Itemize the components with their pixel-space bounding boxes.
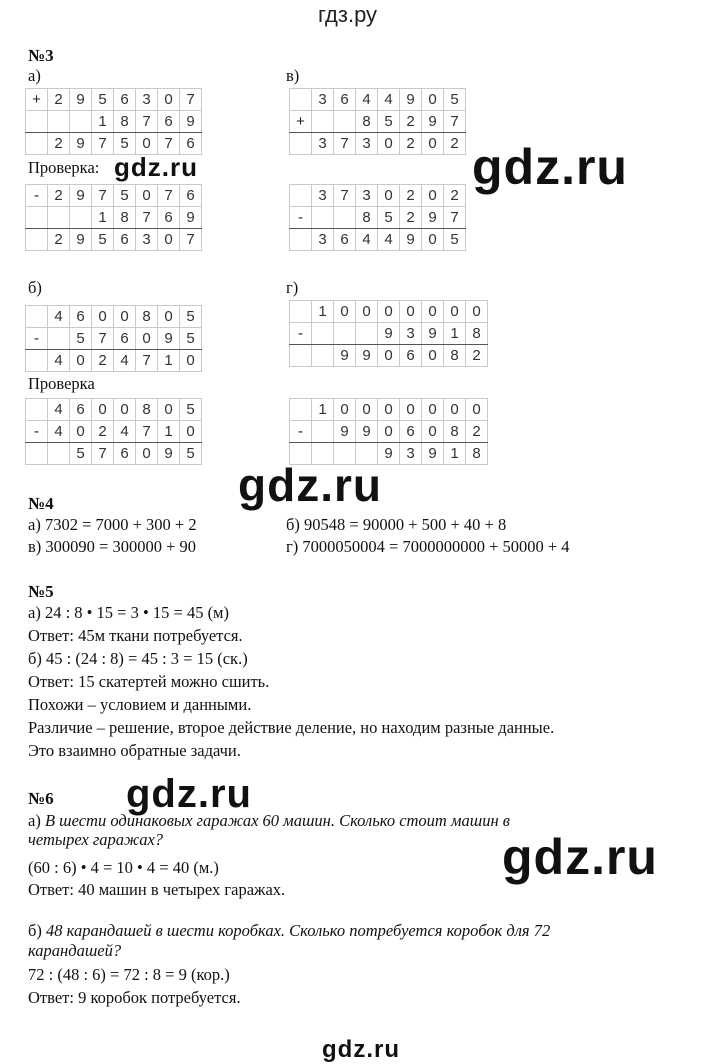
digit-cell: 7: [136, 207, 158, 229]
operator-cell: [290, 345, 312, 367]
digit-cell: 0: [70, 421, 92, 443]
task-5-line: Ответ: 45м ткани потребуется.: [28, 626, 243, 645]
grid-row: [26, 350, 202, 372]
operator-cell: -: [290, 421, 312, 443]
task-6a-text: [28, 811, 510, 831]
digit-cell: 6: [180, 185, 202, 207]
digit-cell: 4: [114, 350, 136, 372]
digit-cell: 3: [312, 133, 334, 155]
digit-cell: 0: [158, 399, 180, 421]
task-3g-label: г): [286, 278, 299, 297]
digit-cell: 5: [180, 443, 202, 465]
digit-cell: [70, 207, 92, 229]
digit-cell: 0: [334, 399, 356, 421]
digit-cell: 0: [466, 301, 488, 323]
grid-row: [26, 89, 202, 111]
digit-cell: 8: [444, 421, 466, 443]
digit-cell: 0: [378, 133, 400, 155]
digit-cell: 6: [400, 345, 422, 367]
operator-cell: -: [26, 185, 48, 207]
task-6b-text: [28, 921, 550, 941]
digit-cell: 5: [92, 229, 114, 251]
operator-cell: [290, 301, 312, 323]
grid-row: [26, 111, 202, 133]
task-3a-label: а): [28, 66, 41, 85]
digit-cell: 3: [400, 443, 422, 465]
digit-cell: 8: [444, 345, 466, 367]
digit-cell: 0: [158, 229, 180, 251]
digit-cell: 9: [158, 328, 180, 350]
operator-cell: -: [26, 328, 48, 350]
digit-cell: 3: [136, 89, 158, 111]
task-6b-answer: Ответ: 9 коробок потребуется.: [28, 988, 241, 1007]
watermark: gdz.ru: [502, 829, 658, 885]
grid-row: [290, 399, 488, 421]
digit-cell: 9: [400, 89, 422, 111]
digit-cell: 9: [180, 111, 202, 133]
digit-cell: 5: [444, 229, 466, 251]
digit-cell: 9: [356, 421, 378, 443]
digit-cell: 7: [136, 111, 158, 133]
digit-cell: 0: [92, 306, 114, 328]
grid-row: [290, 301, 488, 323]
digit-cell: 0: [378, 421, 400, 443]
grid-row: [290, 207, 466, 229]
watermark: gdz.ru: [472, 139, 628, 195]
digit-cell: 9: [422, 111, 444, 133]
task-4a: а) 7302 = 7000 + 300 + 2: [28, 515, 197, 534]
digit-cell: 2: [48, 89, 70, 111]
grid-row: [26, 328, 202, 350]
digit-cell: 4: [356, 89, 378, 111]
digit-cell: [312, 207, 334, 229]
digit-cell: 0: [92, 399, 114, 421]
digit-cell: 1: [158, 421, 180, 443]
digit-cell: 2: [400, 133, 422, 155]
digit-cell: 2: [466, 345, 488, 367]
digit-cell: 2: [444, 185, 466, 207]
digit-cell: 9: [70, 229, 92, 251]
digit-cell: 7: [334, 133, 356, 155]
digit-cell: [312, 323, 334, 345]
digit-cell: 9: [334, 345, 356, 367]
digit-cell: 9: [70, 133, 92, 155]
grid-row: [290, 229, 466, 251]
grid-row: [26, 443, 202, 465]
digit-cell: 7: [444, 111, 466, 133]
column-check-v: [289, 184, 466, 251]
digit-cell: 2: [466, 421, 488, 443]
digit-cell: 5: [378, 111, 400, 133]
digit-cell: 0: [422, 133, 444, 155]
digit-cell: 3: [136, 229, 158, 251]
digit-cell: [48, 207, 70, 229]
digit-cell: 7: [92, 328, 114, 350]
digit-cell: 8: [466, 443, 488, 465]
column-subtraction-b: [25, 305, 202, 372]
digit-cell: 8: [466, 323, 488, 345]
digit-cell: 6: [70, 306, 92, 328]
column-check-a: [25, 184, 202, 251]
digit-cell: 5: [114, 133, 136, 155]
operator-cell: [290, 133, 312, 155]
watermark: gdz.ru: [114, 152, 198, 182]
digit-cell: 7: [158, 185, 180, 207]
digit-cell: 0: [422, 89, 444, 111]
grid-row: [290, 421, 488, 443]
task-6b-calc: 72 : (48 : 6) = 72 : 8 = 9 (кор.): [28, 965, 230, 984]
digit-cell: 6: [158, 111, 180, 133]
operator-cell: [26, 229, 48, 251]
digit-cell: 5: [70, 443, 92, 465]
digit-cell: 6: [114, 229, 136, 251]
digit-cell: 5: [70, 328, 92, 350]
operator-cell: [26, 399, 48, 421]
digit-cell: [48, 443, 70, 465]
digit-cell: [356, 323, 378, 345]
digit-cell: 5: [180, 306, 202, 328]
digit-cell: 4: [114, 421, 136, 443]
digit-cell: 3: [312, 185, 334, 207]
operator-cell: -: [26, 421, 48, 443]
digit-cell: 9: [334, 421, 356, 443]
digit-cell: 7: [136, 350, 158, 372]
digit-cell: 6: [334, 89, 356, 111]
digit-cell: 0: [136, 328, 158, 350]
digit-cell: 0: [422, 399, 444, 421]
site-header: гдз.ру: [318, 2, 378, 27]
digit-cell: 9: [158, 443, 180, 465]
digit-cell: 7: [334, 185, 356, 207]
digit-cell: 4: [356, 229, 378, 251]
digit-cell: 0: [422, 421, 444, 443]
operator-cell: [290, 185, 312, 207]
digit-cell: 0: [158, 89, 180, 111]
digit-cell: 0: [400, 301, 422, 323]
digit-cell: 0: [180, 421, 202, 443]
digit-cell: 7: [136, 421, 158, 443]
task-5-line: Это взаимно обратные задачи.: [28, 741, 241, 760]
grid-row: [26, 229, 202, 251]
grid-row: [290, 185, 466, 207]
grid-row: [290, 323, 488, 345]
digit-cell: 8: [356, 111, 378, 133]
digit-cell: [334, 111, 356, 133]
task-4g: г) 7000050004 = 7000000000 + 50000 + 4: [286, 537, 570, 556]
digit-cell: 2: [400, 111, 422, 133]
grid-row: [290, 133, 466, 155]
digit-cell: 2: [400, 207, 422, 229]
column-subtraction-g: [289, 300, 488, 367]
task-6a-condition: В шести одинаковых гаражах 60 машин. Сколько стоит машин в: [44, 811, 510, 830]
digit-cell: 1: [312, 301, 334, 323]
digit-cell: 9: [378, 323, 400, 345]
digit-cell: [312, 421, 334, 443]
task-4b: б) 90548 = 90000 + 500 + 40 + 8: [286, 515, 507, 534]
digit-cell: 9: [356, 345, 378, 367]
digit-cell: [334, 207, 356, 229]
digit-cell: 4: [48, 350, 70, 372]
digit-cell: 9: [422, 323, 444, 345]
digit-cell: 2: [92, 350, 114, 372]
digit-cell: 1: [312, 399, 334, 421]
digit-cell: 0: [334, 301, 356, 323]
check-label-b: Проверка: [28, 374, 95, 393]
digit-cell: 9: [422, 443, 444, 465]
column-addition-a: [25, 88, 202, 155]
digit-cell: 5: [444, 89, 466, 111]
task-6a-prefix: а): [28, 811, 41, 830]
watermark-footer: gdz.ru: [322, 1036, 400, 1063]
digit-cell: 0: [422, 185, 444, 207]
column-check-b: [25, 398, 202, 465]
digit-cell: [70, 111, 92, 133]
digit-cell: 3: [312, 89, 334, 111]
watermark: gdz.ru: [238, 459, 382, 511]
digit-cell: [48, 111, 70, 133]
digit-cell: 7: [180, 89, 202, 111]
task-3b-label: б): [28, 278, 42, 297]
column-addition-v: [289, 88, 466, 155]
digit-cell: 5: [180, 399, 202, 421]
task-6b-prefix: б): [28, 921, 42, 940]
operator-cell: [26, 306, 48, 328]
digit-cell: 0: [136, 133, 158, 155]
digit-cell: 0: [158, 306, 180, 328]
digit-cell: 9: [70, 89, 92, 111]
digit-cell: 0: [70, 350, 92, 372]
digit-cell: 5: [378, 207, 400, 229]
operator-cell: [290, 229, 312, 251]
task-5-line: Ответ: 15 скатертей можно сшить.: [28, 672, 270, 691]
digit-cell: 0: [444, 399, 466, 421]
digit-cell: [48, 328, 70, 350]
digit-cell: 5: [180, 328, 202, 350]
digit-cell: 0: [378, 399, 400, 421]
digit-cell: 8: [114, 111, 136, 133]
digit-cell: 2: [48, 133, 70, 155]
digit-cell: 8: [356, 207, 378, 229]
digit-cell: 9: [70, 185, 92, 207]
grid-row: [26, 399, 202, 421]
digit-cell: 6: [158, 207, 180, 229]
digit-cell: 4: [48, 399, 70, 421]
digit-cell: 5: [114, 185, 136, 207]
digit-cell: 5: [92, 89, 114, 111]
digit-cell: 7: [444, 207, 466, 229]
digit-cell: 0: [400, 399, 422, 421]
task-3v-label: в): [286, 66, 300, 85]
operator-cell: [26, 133, 48, 155]
task-5-title: №5: [28, 582, 54, 601]
digit-cell: 2: [444, 133, 466, 155]
digit-cell: [312, 345, 334, 367]
task-6a-condition-cont: четырех гаражах?: [28, 830, 164, 849]
digit-cell: 0: [136, 443, 158, 465]
digit-cell: 2: [48, 229, 70, 251]
operator-cell: [290, 399, 312, 421]
task-3-title: №3: [28, 46, 54, 65]
digit-cell: 7: [92, 133, 114, 155]
digit-cell: 0: [356, 301, 378, 323]
digit-cell: 6: [334, 229, 356, 251]
check-label-a: Проверка:: [28, 158, 100, 177]
digit-cell: 6: [180, 133, 202, 155]
operator-cell: +: [26, 89, 48, 111]
digit-cell: 8: [136, 399, 158, 421]
digit-cell: [312, 111, 334, 133]
task-6b-condition: 48 карандашей в шести коробках. Сколько потребуется коробок для 72: [46, 921, 551, 940]
digit-cell: 3: [356, 133, 378, 155]
digit-cell: 8: [114, 207, 136, 229]
task-6-title: №6: [28, 789, 54, 808]
task-5-line: а) 24 : 8 • 15 = 3 • 15 = 45 (м): [28, 603, 229, 622]
digit-cell: 3: [312, 229, 334, 251]
digit-cell: 9: [400, 229, 422, 251]
column-check-g: [289, 398, 488, 465]
watermark: gdz.ru: [126, 772, 252, 816]
digit-cell: 2: [92, 421, 114, 443]
task-6a-answer: Ответ: 40 машин в четырех гаражах.: [28, 880, 286, 899]
digit-cell: 9: [422, 207, 444, 229]
digit-cell: 0: [422, 229, 444, 251]
digit-cell: 7: [92, 185, 114, 207]
digit-cell: 6: [400, 421, 422, 443]
digit-cell: 6: [114, 328, 136, 350]
grid-row: [290, 345, 488, 367]
digit-cell: 6: [114, 443, 136, 465]
operator-cell: [26, 443, 48, 465]
digit-cell: 7: [158, 133, 180, 155]
grid-row: [26, 421, 202, 443]
digit-cell: 2: [400, 185, 422, 207]
grid-row: [26, 185, 202, 207]
task-4-title: №4: [28, 494, 54, 513]
digit-cell: 3: [400, 323, 422, 345]
digit-cell: 1: [444, 443, 466, 465]
digit-cell: 0: [466, 399, 488, 421]
task-6b-condition-cont: карандашей?: [28, 941, 122, 960]
task-4v: в) 300090 = 300000 + 90: [28, 537, 197, 556]
digit-cell: 0: [114, 399, 136, 421]
digit-cell: 8: [136, 306, 158, 328]
digit-cell: 7: [180, 229, 202, 251]
digit-cell: 1: [158, 350, 180, 372]
digit-cell: 6: [70, 399, 92, 421]
operator-cell: +: [290, 111, 312, 133]
digit-cell: 2: [48, 185, 70, 207]
operator-cell: [26, 111, 48, 133]
task-5-line: б) 45 : (24 : 8) = 45 : 3 = 15 (ск.): [28, 649, 248, 668]
operator-cell: -: [290, 207, 312, 229]
task-5-line: Различие – решение, второе действие деление, но находим разные данные.: [28, 718, 555, 737]
digit-cell: 9: [378, 443, 400, 465]
operator-cell: [26, 350, 48, 372]
digit-cell: 3: [356, 185, 378, 207]
digit-cell: 0: [114, 306, 136, 328]
digit-cell: 1: [92, 207, 114, 229]
grid-row: [26, 207, 202, 229]
digit-cell: 7: [92, 443, 114, 465]
digit-cell: 4: [378, 229, 400, 251]
digit-cell: 4: [378, 89, 400, 111]
digit-cell: 0: [378, 345, 400, 367]
grid-row: [290, 89, 466, 111]
digit-cell: 1: [92, 111, 114, 133]
digit-cell: 0: [422, 345, 444, 367]
digit-cell: 0: [136, 185, 158, 207]
operator-cell: [26, 207, 48, 229]
digit-cell: [334, 323, 356, 345]
digit-cell: 1: [444, 323, 466, 345]
digit-cell: 0: [180, 350, 202, 372]
digit-cell: 4: [48, 421, 70, 443]
task-5-line: Похожи – условием и данными.: [28, 695, 252, 714]
digit-cell: 0: [422, 301, 444, 323]
operator-cell: -: [290, 323, 312, 345]
digit-cell: 0: [378, 185, 400, 207]
grid-row: [290, 111, 466, 133]
task-6a-calc: (60 : 6) • 4 = 10 • 4 = 40 (м.): [28, 858, 219, 877]
digit-cell: 4: [48, 306, 70, 328]
digit-cell: 0: [378, 301, 400, 323]
grid-row: [26, 306, 202, 328]
digit-cell: 9: [180, 207, 202, 229]
digit-cell: 0: [356, 399, 378, 421]
digit-cell: 0: [444, 301, 466, 323]
operator-cell: [290, 89, 312, 111]
digit-cell: 6: [114, 89, 136, 111]
